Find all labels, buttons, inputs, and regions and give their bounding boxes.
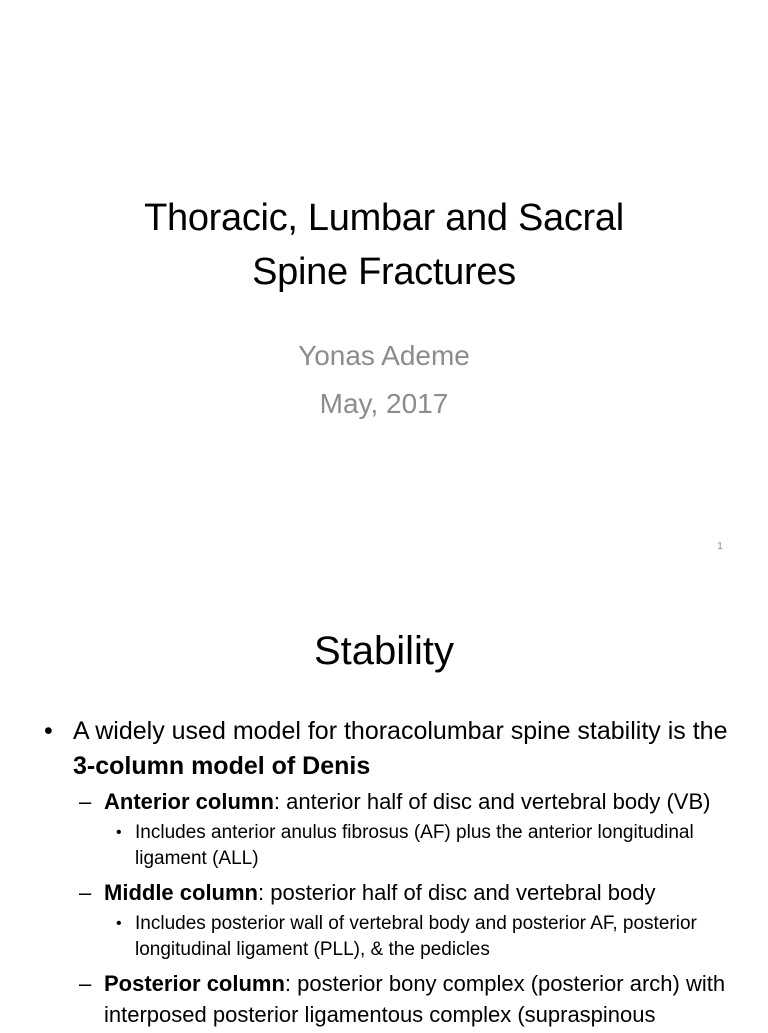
list-item-anterior-column bbox=[0, 786, 768, 817]
slide-subtitle bbox=[0, 332, 768, 428]
list-item-middle-detail bbox=[0, 911, 768, 963]
posterior-column-text: : posterior bony complex (posterior arch) with interposed posterior ligamentous complex (supraspinous bbox=[104, 971, 726, 1027]
presentation-date: May, 2017 bbox=[319, 388, 449, 419]
bullet-marker: • bbox=[116, 915, 122, 932]
bullet-marker: • bbox=[44, 717, 53, 745]
bullet-bold-text: 3-column model of Denis bbox=[73, 752, 371, 780]
middle-column-text: : posterior half of disc and vertebral body bbox=[258, 880, 656, 905]
page-number: 1 bbox=[717, 541, 723, 552]
dash-marker: – bbox=[79, 789, 92, 814]
slide-title-line: Thoracic, Lumbar and Sacral bbox=[144, 197, 624, 239]
bullet-text: A widely used model for thoracolumbar spine stability is the bbox=[73, 717, 728, 745]
list-item-middle-column bbox=[0, 877, 768, 908]
stability-title: Stability bbox=[313, 629, 455, 673]
middle-column-label: Middle column bbox=[104, 880, 258, 905]
bullet-marker: • bbox=[116, 824, 122, 841]
list-item-anterior-detail bbox=[0, 820, 768, 872]
dash-marker: – bbox=[79, 880, 92, 905]
dash-marker: – bbox=[79, 971, 92, 996]
list-item-posterior-column bbox=[0, 968, 768, 1030]
slide-title-line: Spine Fractures bbox=[252, 251, 516, 293]
anterior-column-label: Anterior column bbox=[104, 789, 274, 814]
anterior-column-text: : anterior half of disc and vertebral body (VB) bbox=[273, 789, 711, 814]
author-name: Yonas Ademe bbox=[298, 340, 470, 371]
anterior-detail-text: Includes anterior anulus fibrosus (AF) plus the anterior longitudinal ligament (ALL) bbox=[135, 822, 694, 869]
slide-title bbox=[0, 191, 768, 299]
list-item-denis-model bbox=[0, 714, 768, 784]
posterior-column-label: Posterior column bbox=[104, 971, 285, 996]
bullet-list bbox=[0, 714, 768, 1033]
middle-detail-text: Includes posterior wall of vertebral body and posterior AF, posterior longitudinal ligament (PLL), & the pedicles bbox=[135, 913, 697, 960]
